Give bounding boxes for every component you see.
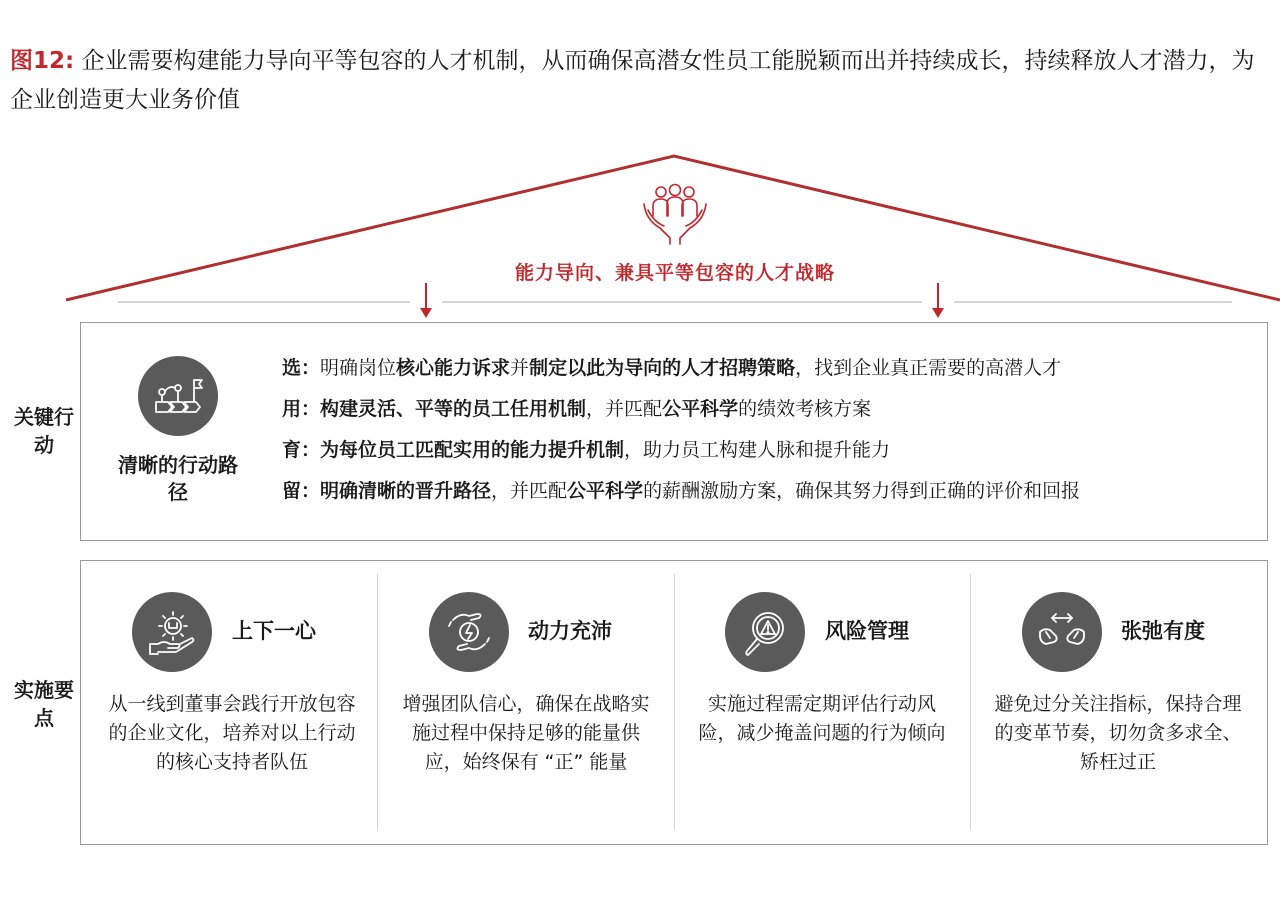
people-in-hands-icon <box>640 180 710 246</box>
action-segment: 为每位员工匹配实用的能力提升机制 <box>320 439 625 461</box>
figure-label: 图12: <box>10 48 75 74</box>
action-row-develop <box>282 438 1262 462</box>
action-segment: 育： <box>282 439 321 461</box>
action-path-icon <box>138 356 218 436</box>
point-title: 上下一心 <box>232 619 316 643</box>
down-arrow-left <box>420 283 432 318</box>
action-list <box>282 356 1262 520</box>
action-segment: 公平科学 <box>662 398 739 420</box>
action-row-select <box>282 356 1262 380</box>
action-segment: ，助力员工构建人脉和提升能力 <box>624 439 891 461</box>
action-row-use <box>282 397 1262 421</box>
point-title: 风险管理 <box>825 619 909 643</box>
action-segment: 制定以此为导向的人才招聘策略 <box>529 357 796 379</box>
risk-magnifier-icon <box>725 592 805 672</box>
action-segment: 明确清晰的晋升路径 <box>320 480 492 502</box>
action-segment: ，找到企业真正需要的高潜人才 <box>795 357 1062 379</box>
action-segment: 公平科学 <box>567 480 644 502</box>
column-divider <box>674 574 675 830</box>
action-segment: ，并匹配 <box>586 398 663 420</box>
down-arrow-right <box>932 283 944 318</box>
action-segment: 选： <box>282 357 321 379</box>
energy-hands-icon <box>429 592 509 672</box>
action-segment: 并 <box>510 357 530 379</box>
action-segment: 的绩效考核方案 <box>738 398 872 420</box>
action-segment: 明确岗位 <box>320 357 397 379</box>
action-row-retain <box>282 479 1262 503</box>
action-segment: 用： <box>282 398 321 420</box>
strategy-title: 能力导向、兼具平等包容的人才战略 <box>514 262 835 284</box>
key-points-label: 实施要点 <box>14 678 74 730</box>
action-segment: 构建灵活、平等的员工任用机制 <box>320 398 587 420</box>
point-text: 避免过分关注指标，保持合理的变革节奏，切勿贪多求全、矫枉过正 <box>994 693 1242 773</box>
action-path-label: 清晰的行动路径 <box>118 453 238 504</box>
action-segment: 核心能力诉求 <box>396 357 511 379</box>
action-segment: ，并匹配 <box>491 480 568 502</box>
action-segment: 留： <box>282 480 321 502</box>
point-title: 张弛有度 <box>1121 619 1205 643</box>
point-title: 动力充沛 <box>528 619 612 643</box>
point-text: 增强团队信心，确保在战略实施过程中保持足够的能量供应，始终保有 “正” 能量 <box>402 693 650 773</box>
column-divider <box>377 574 378 830</box>
action-segment: 的薪酬激励方案，确保其努力得到正确的评价和回报 <box>643 480 1081 502</box>
point-text: 从一线到董事会践行开放包容的企业文化，培养对以上行动的核心支持者队伍 <box>108 693 356 773</box>
key-actions-label: 关键行动 <box>14 405 74 457</box>
stretch-hands-icon <box>1022 592 1102 672</box>
point-text: 实施过程需定期评估行动风险，减少掩盖问题的行为倾向 <box>698 693 946 744</box>
column-divider <box>970 574 971 830</box>
gear-hand-icon <box>132 592 212 672</box>
figure-title-text: 企业需要构建能力导向平等包容的人才机制，从而确保高潜女性员工能脱颖而出并持续成长，持续释放人才潜力，为企业创造更大业务价值 <box>10 48 1255 113</box>
